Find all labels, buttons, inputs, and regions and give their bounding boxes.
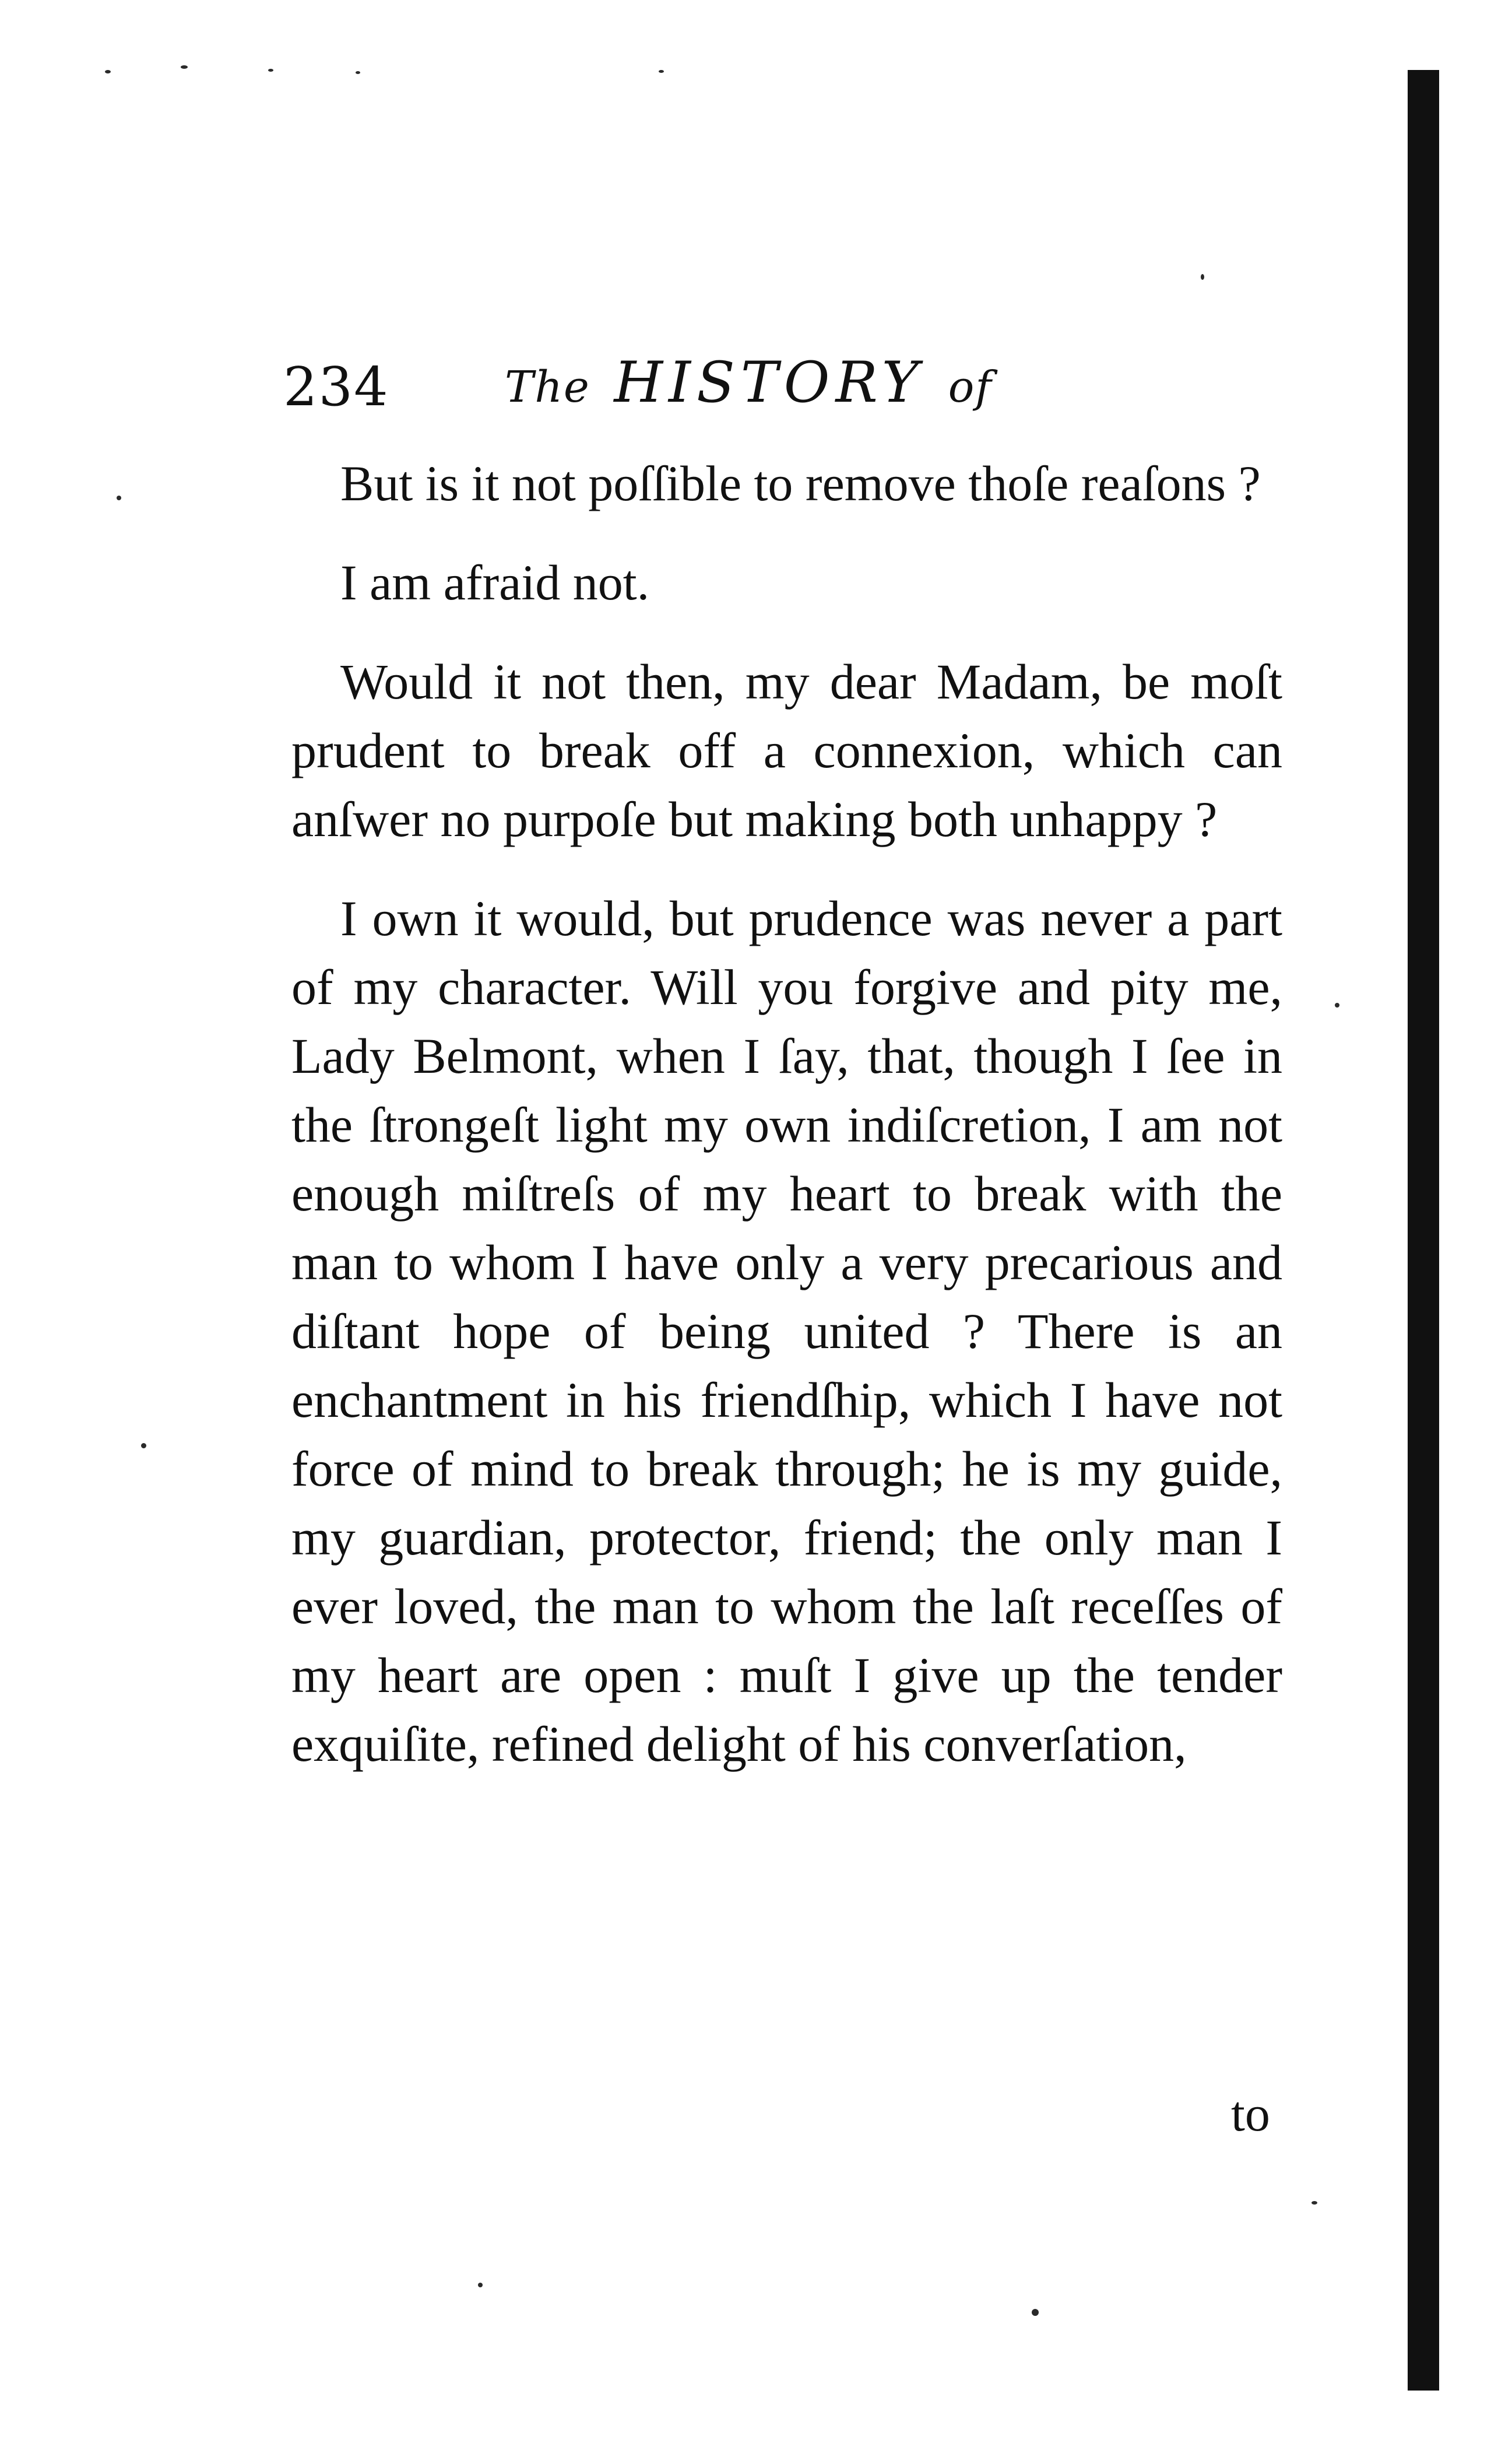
- paragraph: But is it not poſſible to remove thoſe reaſons ?: [340, 455, 1261, 511]
- running-title-article: The: [505, 362, 590, 412]
- scan-speck: [356, 71, 360, 74]
- running-title-main: HISTORY: [614, 350, 925, 415]
- scan-speck: [105, 70, 111, 73]
- scan-speck: [1032, 2309, 1039, 2316]
- catchword: to: [1231, 2086, 1270, 2142]
- page-number: 234: [283, 356, 389, 418]
- paragraph: I am afraid not.: [340, 554, 650, 610]
- page-edge-shadow: [1408, 70, 1439, 2391]
- running-title: [505, 350, 993, 415]
- page-body-text: [291, 449, 1282, 1809]
- scan-speck: [478, 2283, 483, 2287]
- scan-speck: [141, 1443, 146, 1448]
- scan-speck: [659, 70, 664, 73]
- scan-speck: [1311, 2201, 1317, 2205]
- paragraph: I own it would, but prudence was never a part of my character. Will you forgive and pity me, Lady Belmont, when I ſay, that, though I ſee in the ſtrongeſt light my own indiſcretion, I am not enough miſtreſs of my heart to break with the man to whom I have only a very precarious and diſtant hope of being united ? There is an enchantment in his friendſhip, which I have not force of mind to break through; he is my guide, my guardian, protector, friend; the only man I ever loved, the man to whom the laſt receſſes of my heart are open : muſt I give up the tender exquiſite, refined delight of his converſation,: [291, 890, 1282, 1772]
- scan-speck: [181, 65, 188, 69]
- scan-speck: [1335, 1003, 1339, 1008]
- running-title-particle: of: [948, 362, 993, 412]
- scan-speck: [268, 69, 273, 72]
- paragraph: Would it not then, my dear Madam, be moſt prudent to break off a connexion, which can anſwer no purpoſe but making both unhappy ?: [291, 654, 1282, 847]
- scan-speck: [1201, 274, 1204, 280]
- page-header: [283, 344, 1158, 431]
- scan-speck: [117, 496, 121, 500]
